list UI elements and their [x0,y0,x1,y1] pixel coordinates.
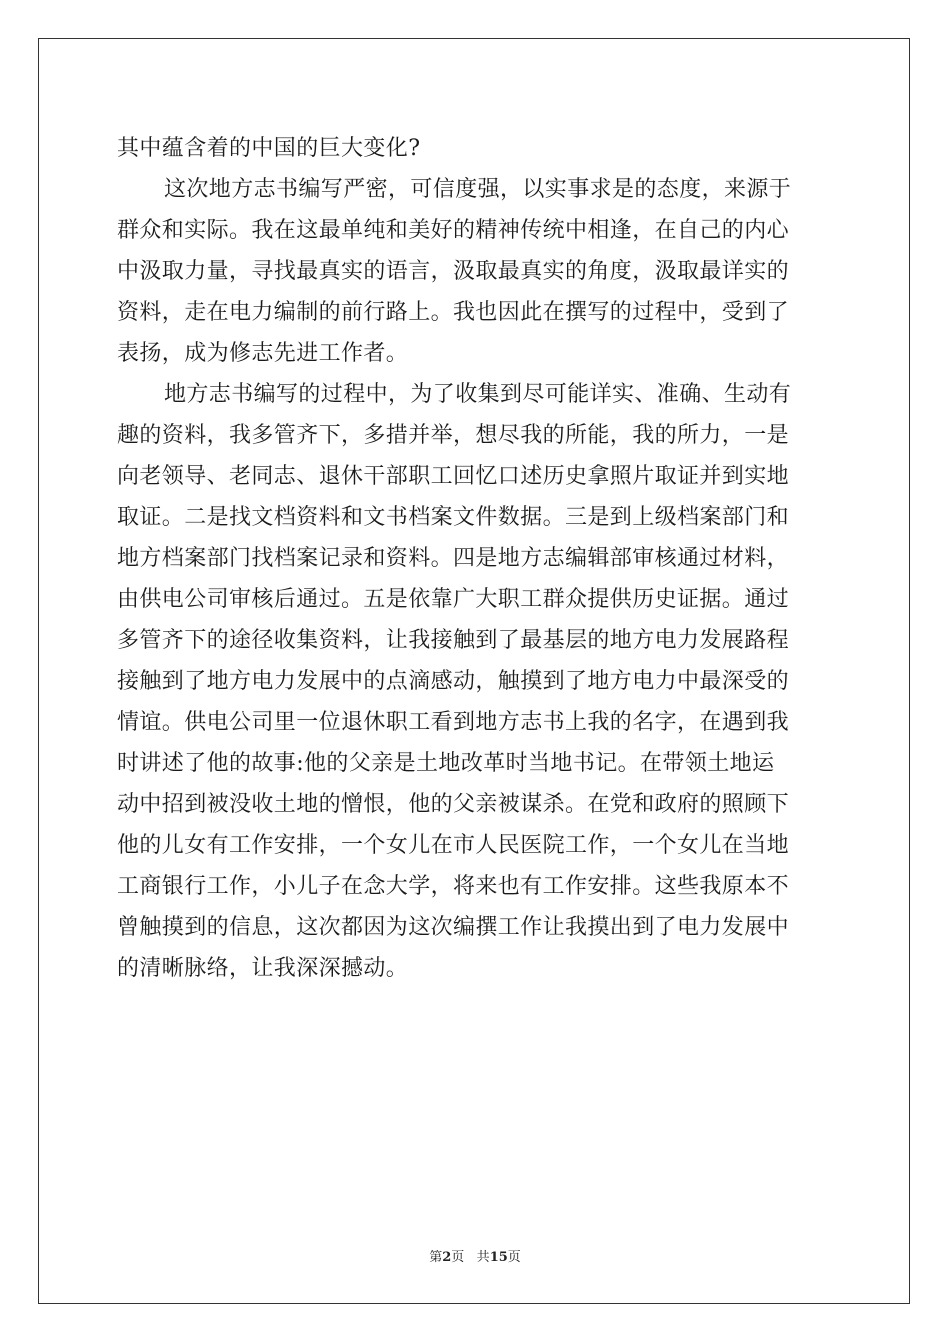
text-line: 的清晰脉络，让我深深撼动。 [117,956,409,981]
text-line: 取证。二是找文档资料和文书档案文件数据。三是到上级档案部门和 [117,505,790,530]
text-line: 时讲述了他的故事:他的父亲是土地改革时当地书记。在带领土地运 [117,751,775,776]
text-line: 由供电公司审核后通过。五是依靠广大职工群众提供历史证据。通过 [117,587,790,612]
text-line: 趣的资料，我多管齐下，多措并举，想尽我的所能，我的所力，一是 [117,423,790,448]
text-line: 群众和实际。我在这最单纯和美好的精神传统中相逢，在自己的内心 [117,218,790,243]
text-line: 多管齐下的途径收集资料，让我接触到了最基层的地方电力发展路程 [117,628,790,653]
text-line: 曾触摸到的信息，这次都因为这次编撰工作让我摸出到了电力发展中 [117,915,790,940]
text-line: 工商银行工作，小儿子在念大学，将来也有工作安排。这些我原本不 [117,874,790,899]
text-line: 中汲取力量，寻找最真实的语言，汲取最真实的角度，汲取最详实的 [117,259,790,284]
text-line: 动中招到被没收土地的憎恨，他的父亲被谋杀。在党和政府的照顾下 [117,792,790,817]
total-suffix: 页 [507,1250,521,1265]
text-line: 他的儿女有工作安排，一个女儿在市人民医院工作，一个女儿在当地 [117,833,790,858]
text-line: 向老领导、老同志、退休干部职工回忆口述历史拿照片取证并到实地 [117,464,790,489]
page-suffix: 页 [451,1250,465,1265]
text-line: 地方档案部门找档案记录和资料。四是地方志编辑部审核通过材料， [117,546,790,571]
total-prefix: 共 [476,1250,490,1265]
page-number: 2 [442,1250,452,1265]
document-body [117,128,833,989]
page-prefix: 第 [429,1250,443,1265]
text-line: 这次地方志书编写严密，可信度强，以实事求是的态度，来源于 [164,177,792,202]
text-line: 资料，走在电力编制的前行路上。我也因此在撰写的过程中，受到了 [117,300,790,325]
text-line: 接触到了地方电力发展中的点滴感动，触摸到了地方电力中最深受的 [117,669,790,694]
text-line: 其中蕴含着的中国的巨大变化? [117,136,421,161]
text-line: 情谊。供电公司里一位退休职工看到地方志书上我的名字，在遇到我 [117,710,790,735]
page-footer [0,1246,950,1265]
total-pages: 15 [489,1250,508,1265]
text-line: 地方志书编写的过程中，为了收集到尽可能详实、准确、生动有 [164,382,792,407]
text-line: 表扬，成为修志先进工作者。 [117,341,409,366]
